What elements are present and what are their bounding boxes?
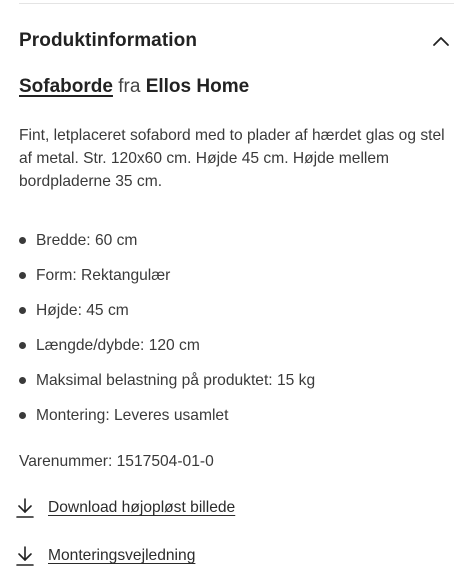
- assembly-guide-label[interactable]: Monteringsvejledning: [48, 547, 196, 564]
- spec-item: [19, 368, 459, 403]
- download-image-label[interactable]: Download højopløst billede: [48, 499, 236, 516]
- top-divider: [19, 3, 454, 4]
- spec-item: [19, 403, 459, 438]
- brand-connector: fra: [118, 76, 141, 97]
- bullet-icon: [19, 412, 26, 419]
- spec-text: Maksimal belastning på produktet: 15 kg: [36, 372, 316, 389]
- section-header[interactable]: [19, 24, 450, 58]
- spec-text: Længde/dybde: 120 cm: [36, 337, 200, 354]
- bullet-icon: [19, 377, 26, 384]
- section-title: Produktinformation: [19, 30, 198, 51]
- spec-text: Bredde: 60 cm: [36, 232, 138, 249]
- assembly-guide-link[interactable]: [15, 543, 195, 569]
- brand-name: Ellos Home: [145, 76, 250, 97]
- download-icon: [15, 545, 35, 567]
- spec-item: [19, 228, 459, 263]
- spec-text: Montering: Leveres usamlet: [36, 407, 229, 424]
- download-icon: [15, 497, 35, 519]
- product-description: Fint, letplaceret sofabord med to plader af hærdet glas og stel af metal. Str. 120x60 cm. Højde 45 cm. Højde mellem bordpladerne 35 cm.: [19, 127, 445, 190]
- spec-item: [19, 298, 459, 333]
- spec-list: [19, 228, 459, 438]
- brand-line: [19, 76, 249, 98]
- download-image-link[interactable]: [15, 495, 235, 521]
- bullet-icon: [19, 342, 26, 349]
- bullet-icon: [19, 307, 26, 314]
- spec-item: [19, 333, 459, 368]
- bullet-icon: [19, 272, 26, 279]
- spec-item: [19, 263, 459, 298]
- bullet-icon: [19, 237, 26, 244]
- sku-number: Varenummer: 1517504-01-0: [19, 453, 214, 470]
- chevron-up-icon[interactable]: [430, 30, 452, 52]
- category-link[interactable]: Sofaborde: [19, 76, 113, 97]
- spec-text: Højde: 45 cm: [36, 302, 129, 319]
- spec-text: Form: Rektangulær: [36, 267, 171, 284]
